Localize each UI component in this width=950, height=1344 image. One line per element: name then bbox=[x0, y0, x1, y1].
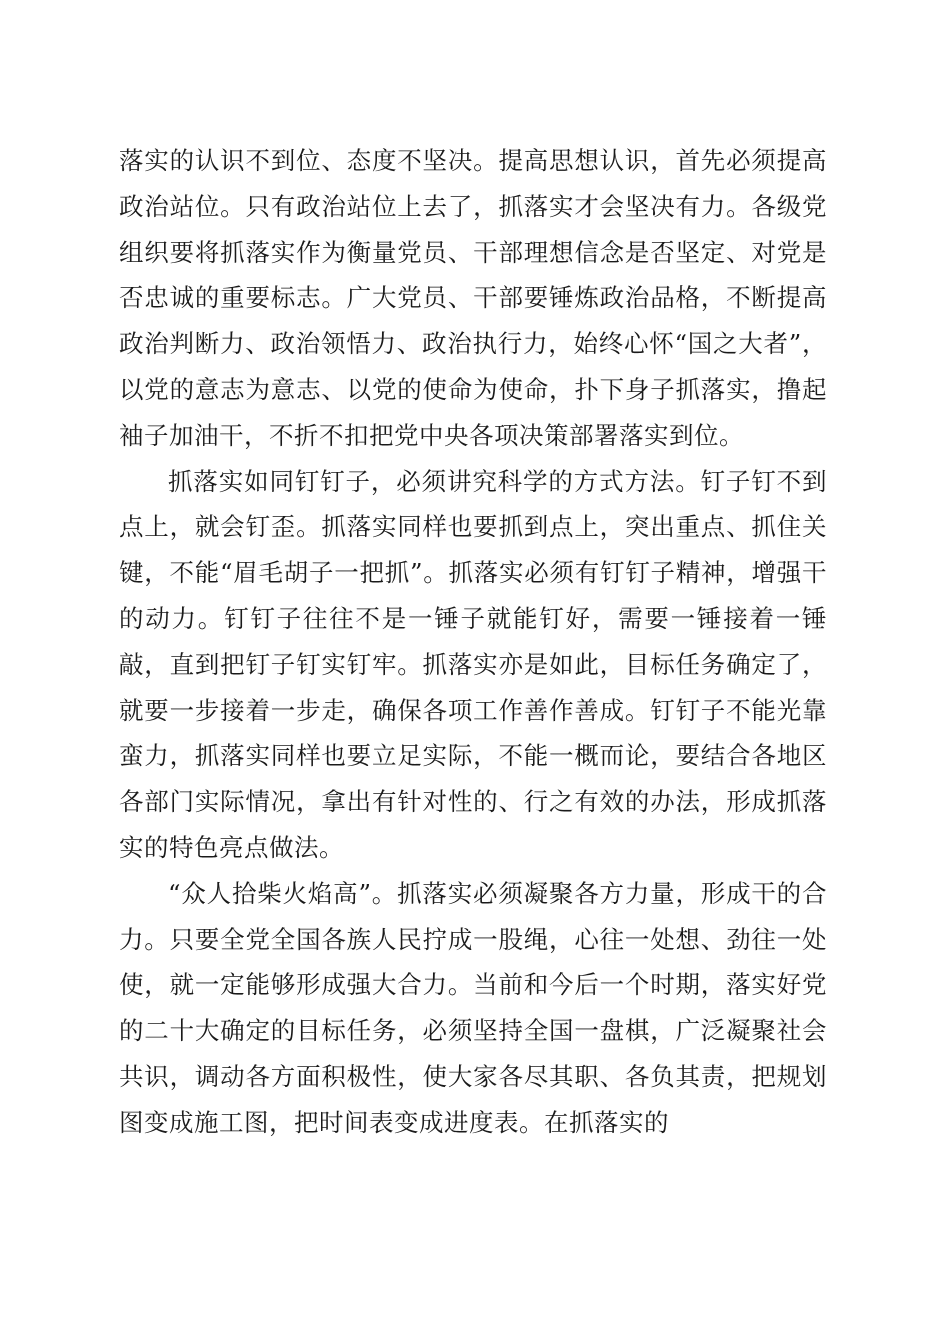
paragraph-1: 落实的认识不到位、态度不坚决。提高思想认识，首先必须提高政治站位。只有政治站位上去了，抓落实才会坚决有力。各级党组织要将抓落实作为衡量党员、干部理想信念是否坚定、对党是否忠诚的重要标志。广大党员、干部要锤炼政治品格，不断提高政治判断力、政治领悟力、政治执行力，始终心怀“国之大者”，以党的意志为意志、以党的使命为使命，扑下身子抓落实，撸起袖子加油干，不折不扣把党中央各项决策部署落实到位。 bbox=[119, 146, 827, 450]
paragraph-2: 抓落实如同钉钉子，必须讲究科学的方式方法。钉子钉不到点上，就会钉歪。抓落实同样也要抓到点上，突出重点、抓住关键，不能“眉毛胡子一把抓”。抓落实必须有钉钉子精神，增强干的动力。钉钉子往往不是一锤子就能钉好，需要一锤接着一锤敲，直到把钉子钉实钉牢。抓落实亦是如此，目标任务确定了，就要一步接着一步走，确保各项工作善作善成。钉钉子不能光靠蛮力，抓落实同样也要立足实际，不能一概而论，要结合各地区各部门实际情况，拿出有针对性的、行之有效的办法，形成抓落实的特色亮点做法。 bbox=[119, 466, 827, 862]
paragraph-3: “众人拾柴火焰高”。抓落实必须凝聚各方力量，形成干的合力。只要全党全国各族人民拧成一股绳，心往一处想、劲往一处使，就一定能够形成强大合力。当前和今后一个时期，落实好党的二十大确定的目标任务，必须坚持全国一盘棋，广泛凝聚社会共识，调动各方面积极性，使大家各尽其职、各负其责，把规划图变成施工图，把时间表变成进度表。在抓落实的 bbox=[119, 878, 827, 1137]
document-body bbox=[119, 138, 827, 1146]
